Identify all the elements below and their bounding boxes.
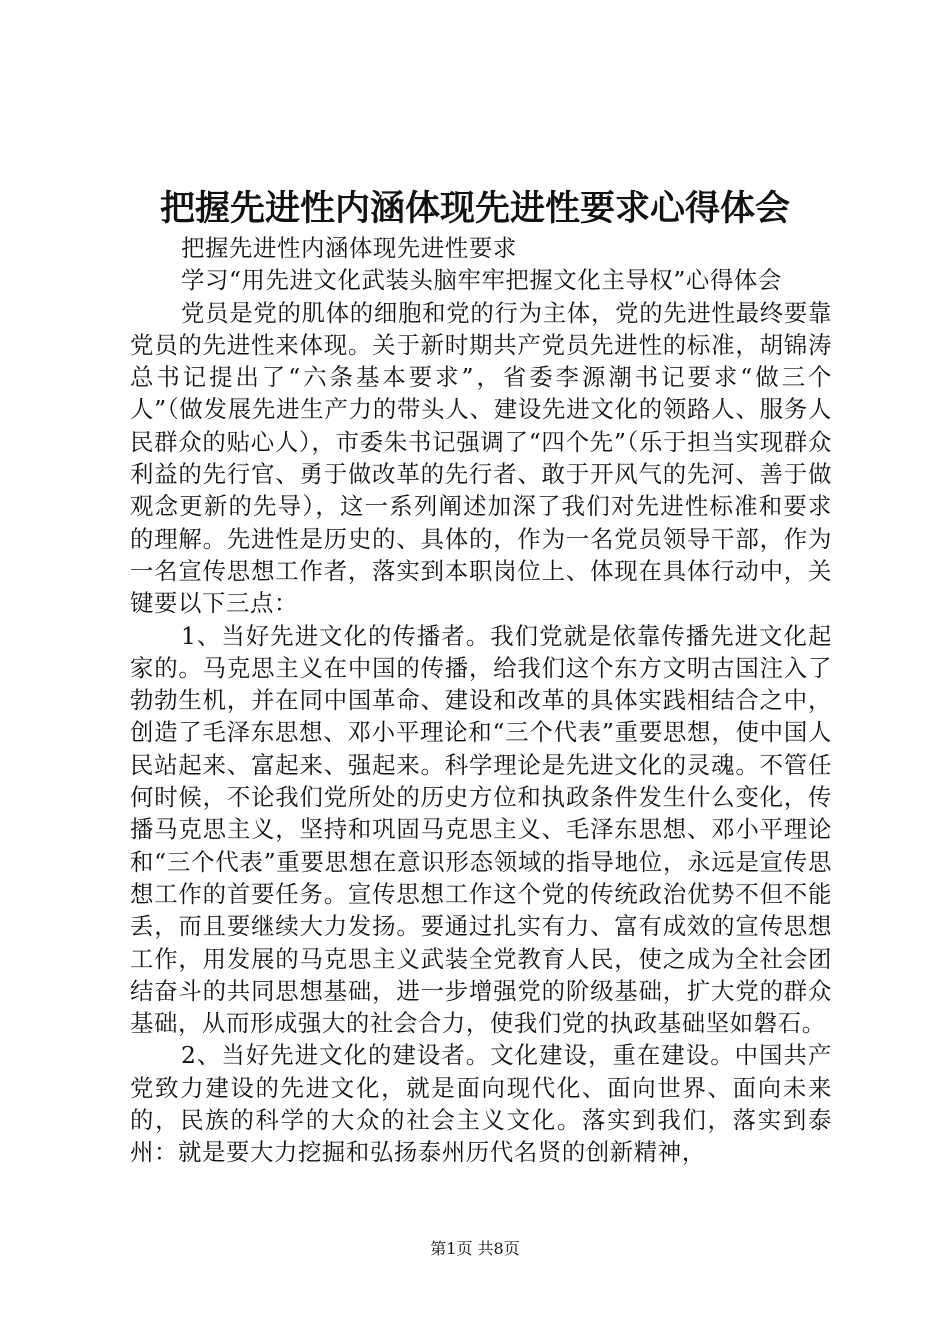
document-title: 把握先进性内涵体现先进性要求心得体会 <box>159 189 790 229</box>
heading-line: 学习“用先进文化武装头脑牢牢把握文化主导权”心得体会 <box>181 266 782 295</box>
paragraph-intro: 党员是党的肌体的细胞和党的行为主体，党的先进性最终要靠党员的先进性来体现。关于新时期共产党员先进性的标准，胡锦涛总书记提出了“六条基本要求”，省委李源潮书记要求“做三个人”（做发展先进生产力的带头人、建设先进文化的领路人、服务人民群众的贴心人），市委朱书记强调了“四个先”（乐于担当实现群众利益的先行官、勇于做改革的先行者、敢于开风气的先河、善于做观念更新的先导），这一系列阐述加深了我们对先进性标准和要求的理解。先进性是历史的、具体的，作为一名党员领导干部，作为一名宣传思想工作者，落实到本职岗位上、体现在具体行动中，关键要以下三点： <box>130 298 832 618</box>
page-number-footer: 第1页 共8页 <box>430 1239 520 1258</box>
paragraph-point-1: 1、当好先进文化的传播者。我们党就是依靠传播先进文化起家的。马克思主义在中国的传播，给我们这个东方文明古国注入了勃勃生机，并在同中国革命、建设和改革的具体实践相结合之中，创造了毛泽东思想、邓小平理论和“三个代表”重要思想，使中国人民站起来、富起来、强起来。科学理论是先进文化的灵魂。不管任何时候，不论我们党所处的历史方位和执政条件发生什么变化，传播马克思主义，坚持和巩固马克思主义、毛泽东思想、邓小平理论和“三个代表”重要思想在意识形态领域的指导地位，永远是宣传思想工作的首要任务。宣传思想工作这个党的传统政治优势不但不能丢，而且要继续大力发扬。要通过扎实有力、富有成效的宣传思想工作，用发展的马克思主义武装全党教育人民，使之成为全社会团结奋斗的共同思想基础，进一步增强党的阶级基础，扩大党的群众基础，从而形成强大的社会合力，使我们党的执政基础坚如磐石。 <box>130 621 832 1038</box>
subtitle-line: 把握先进性内涵体现先进性要求 <box>181 234 517 262</box>
document-body <box>130 232 832 1169</box>
paragraph-point-2: 2、当好先进文化的建设者。文化建设，重在建设。中国共产党致力建设的先进文化，就是面向现代化、面向世界、面向未来的，民族的科学的大众的社会主义文化。落实到我们，落实到泰州：就是要大力挖掘和弘扬泰州历代名贤的创新精神， <box>130 1041 832 1167</box>
